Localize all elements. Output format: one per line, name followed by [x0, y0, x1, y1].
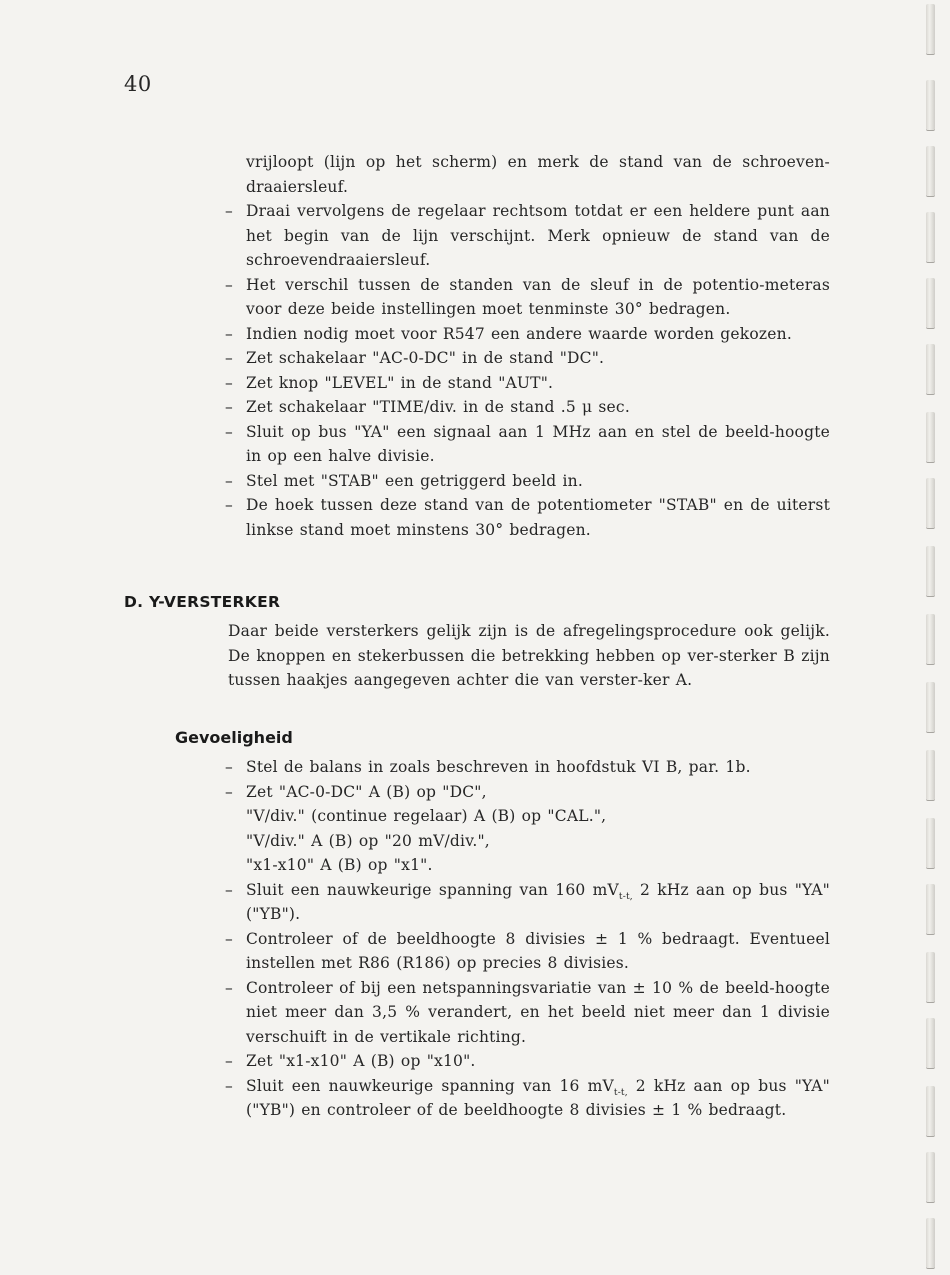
settings-line: "x1-x10" A (B) op "x1". — [246, 856, 433, 874]
list-item: – Zet "AC-0-DC" A (B) op "DC", "V/div." (continue regelaar) A (B) op "CAL.", "V/div." A (B) op "20 mV/div.", "x1-x10" A (B) op "x1". — [246, 780, 830, 878]
intro-continuation: vrijloopt (lijn op het scherm) en merk de stand van de schroeven-draaiersleuf. — [246, 153, 830, 196]
list-item: – Stel de balans in zoals beschreven in hoofdstuk VI B, par. 1b. — [225, 758, 751, 776]
intro-block — [225, 150, 830, 542]
list-item: – Indien nodig moet voor R547 een andere waarde worden gekozen. — [225, 324, 792, 343]
list-item: – Het verschil tussen de standen van de sleuf in de potentio-meteras voor deze beide instellingen moet tenminste 30° bedragen. — [225, 275, 830, 318]
settings-line: "V/div." (continue regelaar) A (B) op "CAL.", — [246, 807, 607, 825]
settings-line: "V/div." A (B) op "20 mV/div.", — [246, 831, 490, 850]
list-item: – Zet schakelaar "TIME/div. in de stand .5 μ sec. — [225, 398, 630, 416]
settings-line: Zet "AC-0-DC" A (B) op "DC", — [246, 782, 487, 801]
binding-holes — [926, 0, 936, 1275]
list-item: – Zet knop "LEVEL" in de stand "AUT". — [225, 373, 554, 392]
list-item: – Zet schakelaar "AC-0-DC" in de stand "DC". — [225, 349, 605, 367]
list-item: – Sluit een nauwkeurige spanning van 16 $mV_{t-t,}$ 2 kHz aan op bus "YA" ("YB") en controleer of de beeldhoogte 8 divisies ± 1 % bedraagt. — [225, 1076, 830, 1119]
list-item: – Draai vervolgens de regelaar rechtsom totdat er een heldere punt aan het begin van de lijn verschijnt. Merk opnieuw de stand van de schroevendraaiersleuf. — [225, 202, 830, 269]
intro-list — [225, 199, 830, 542]
gevoeligheid-list — [225, 755, 830, 1123]
list-item: – Controleer of bij een netspanningsvariatie van ± 10 % de beeld-hoogte niet meer dan 3,5 % verandert, en het beeld niet meer dan 1 divisie verschuift in de vertikale richting. — [225, 978, 830, 1046]
page-number: 40 — [124, 72, 152, 96]
list-item: – Sluit op bus "YA" een signaal aan 1 MHz aan en stel de beeld-hoogte in op een halve divisie. — [225, 422, 830, 465]
section-heading-d: D. Y-VERSTERKER — [124, 593, 281, 611]
list-item: – De hoek tussen deze stand van de potentiometer "STAB" en de uiterst linkse stand moet minstens 30° bedragen. — [225, 496, 830, 539]
gevoeligheid-block — [225, 755, 830, 1123]
list-item: – Stel met "STAB" een getriggerd beeld in. — [225, 471, 583, 490]
section-d-paragraph: Daar beide versterkers gelijk zijn is de afregelingsprocedure ook gelijk. De knoppen en stekerbussen die betrekking hebben op ver-sterker B zijn tussen haakjes aangegeven achter die van verster-ker A. — [228, 622, 830, 689]
subsection-heading-gevoeligheid: Gevoeligheid — [175, 728, 293, 747]
list-item: – Sluit een nauwkeurige spanning van 160 $mV_{t-t,}$ 2 kHz aan op bus "YA" ("YB"). — [225, 880, 830, 923]
list-item: – Controleer of de beeldhoogte 8 divisies ± 1 % bedraagt. Eventueel instellen met R86 (R186) op precies 8 divisies. — [225, 929, 830, 972]
list-item: – Zet "x1-x10" A (B) op "x10". — [225, 1052, 476, 1070]
